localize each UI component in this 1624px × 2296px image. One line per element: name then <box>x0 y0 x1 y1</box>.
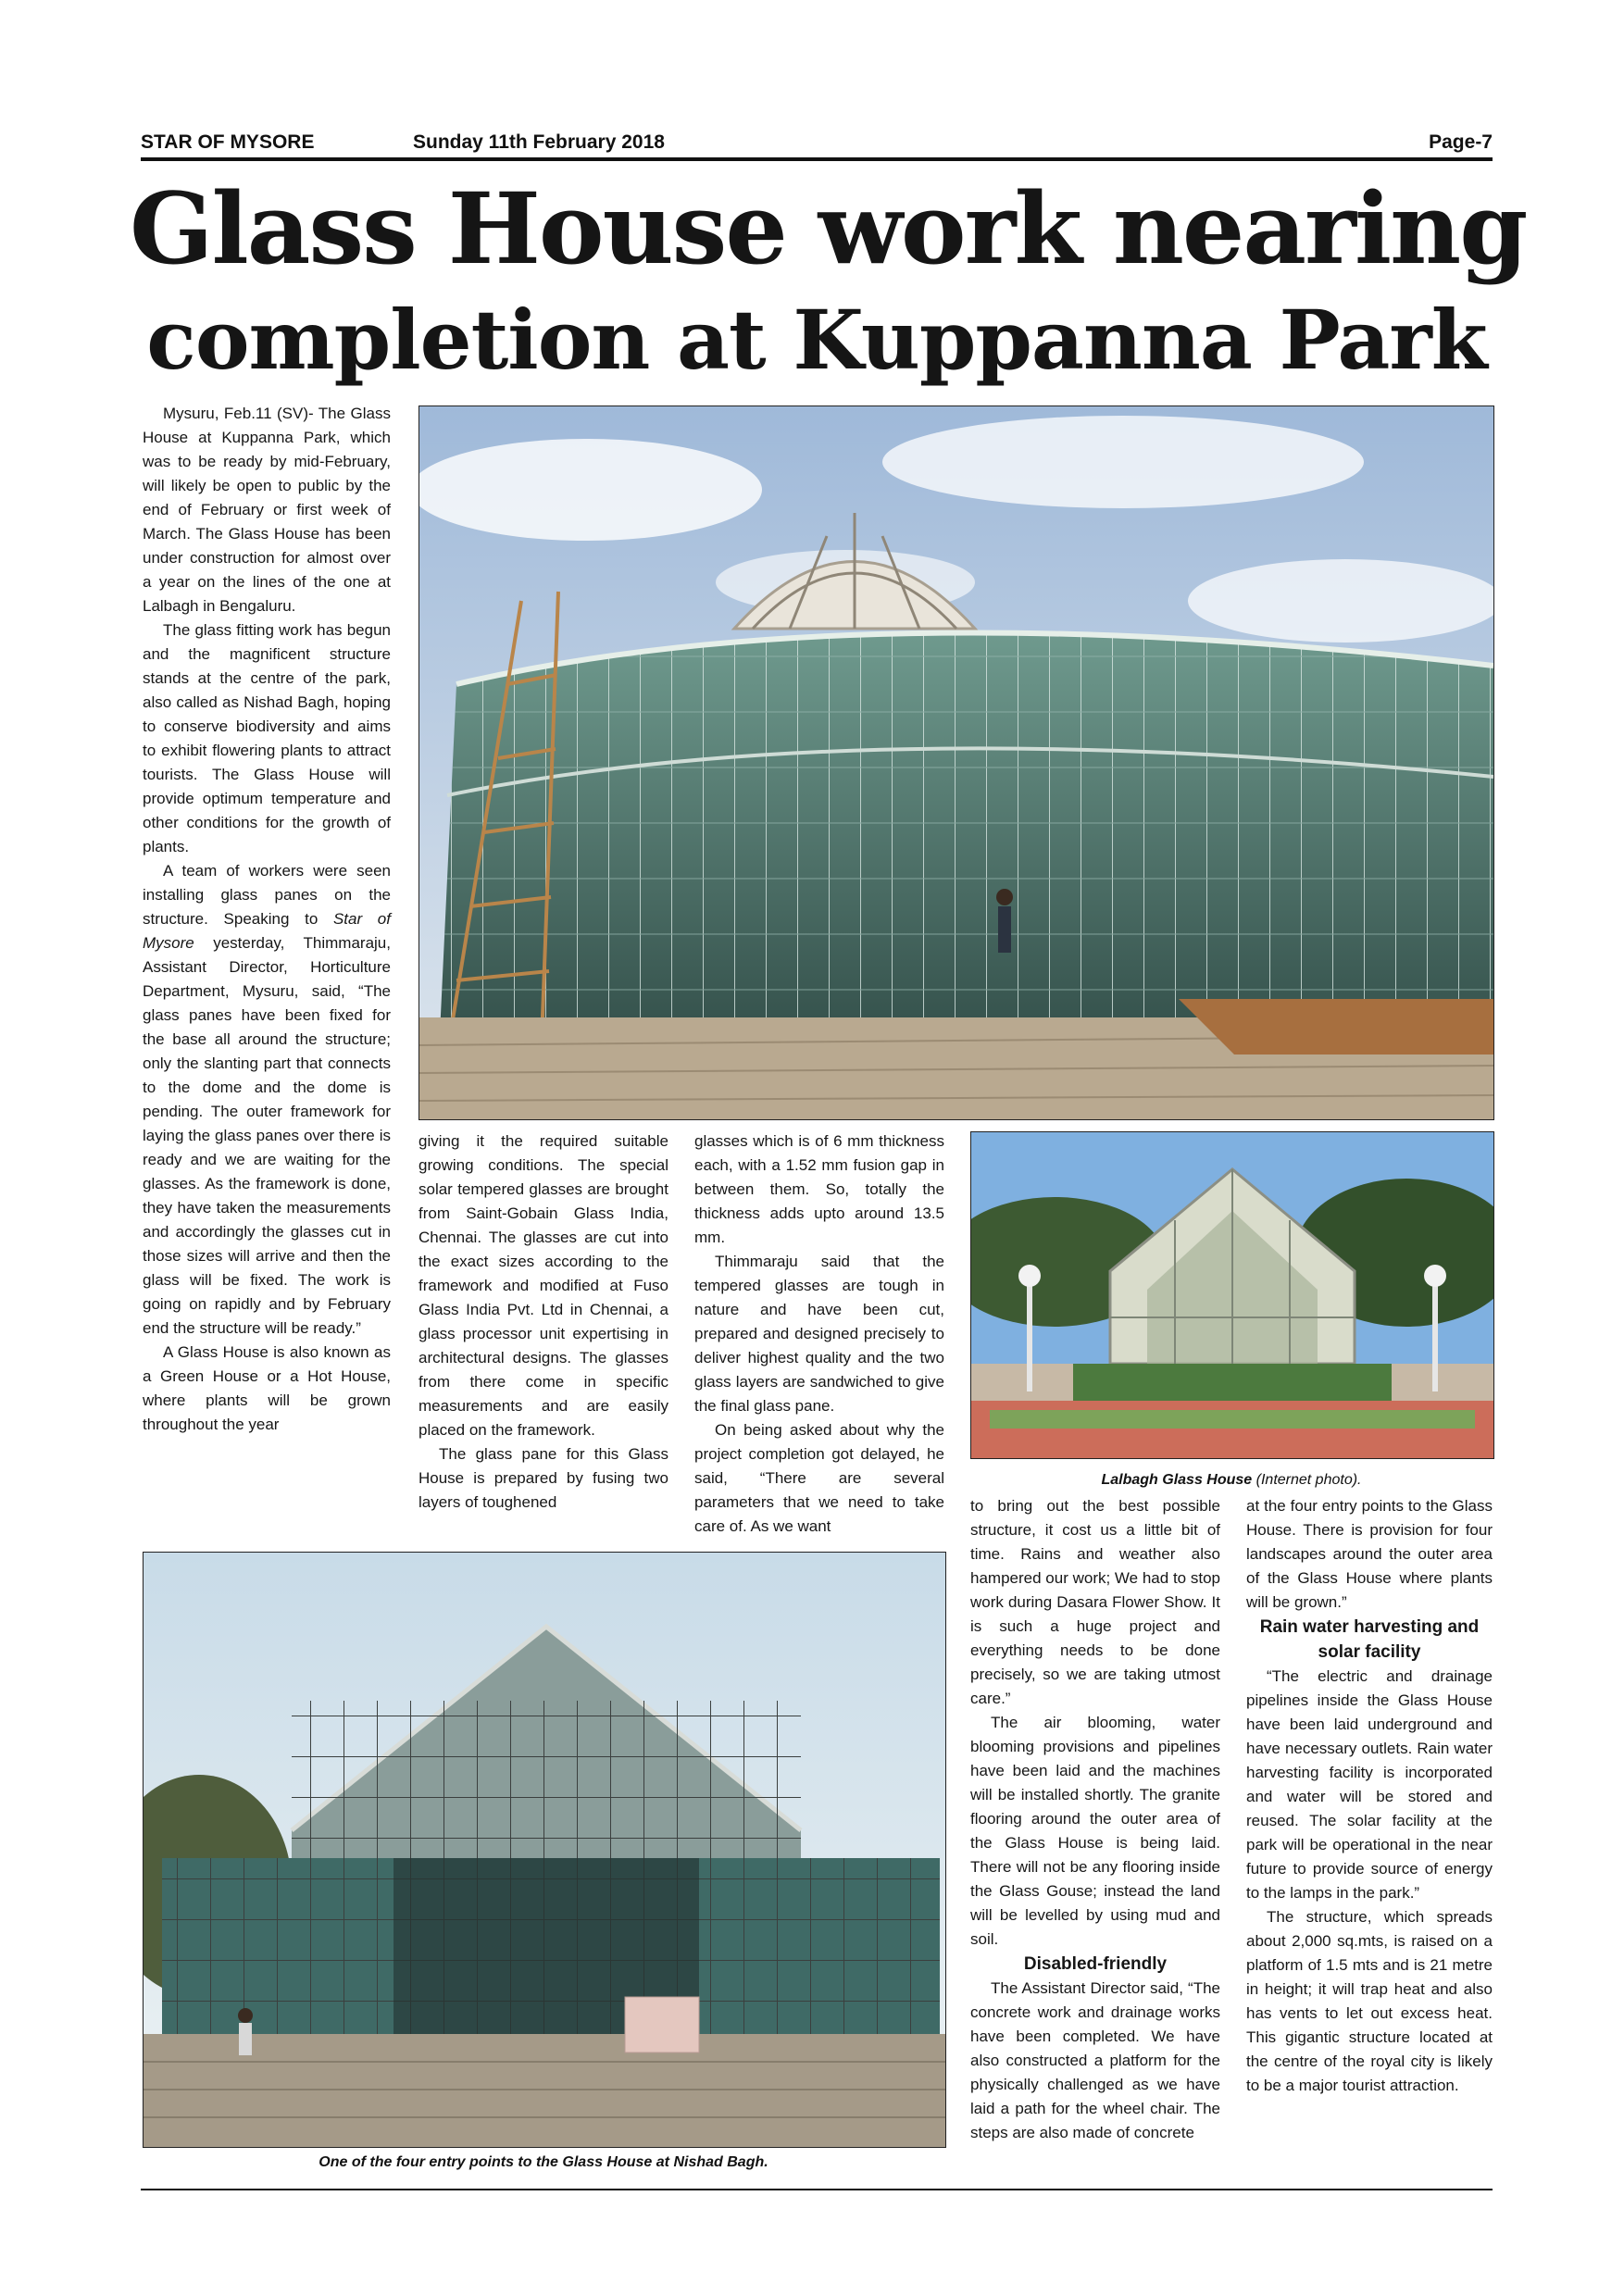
entry-point-illustration <box>144 1553 945 2147</box>
headline-line-2: completion at Kuppanna Park <box>146 292 1487 388</box>
lalbagh-glass-house-photo <box>970 1131 1494 1459</box>
entry-point-photo <box>143 1552 946 2148</box>
glass-house-dome-photo <box>418 406 1494 1120</box>
article-column-2 <box>418 1129 668 1546</box>
subheading-disabled-friendly: Disabled-friendly <box>1023 1954 1168 1974</box>
subheading-rain-water: Rain water harvesting and solar facility <box>1259 1617 1480 1662</box>
article-column-3 <box>694 1129 944 1546</box>
article-column-5 <box>1246 1494 1493 2187</box>
paragraph: A Glass House is also known as a Green House or a Hot House, where plants will be grown throughout the year <box>143 1343 391 1433</box>
paragraph: glasses which is of 6 mm thickness each, with a 1.52 mm fusion gap in between them. So, totally the thickness adds upto around 13.5 mm. <box>694 1132 944 1246</box>
page-number: Page-7 <box>1429 131 1493 153</box>
paragraph: The air blooming, water blooming provisions and pipelines have been laid and the machines will be installed shortly. The granite flooring around the outer area of the Glass House is being laid. There will not be any flooring inside the Glass Gouse; instead the land will be levelled by using mud and soil. <box>970 1714 1220 1948</box>
paragraph: The structure, which spreads about 2,000 sq.mts, is raised on a platform of 1.5 mts and is 21 metre in height; it will trap heat and also has vents to let out excess heat. This gigantic structure located at the centre of the royal city is likely to be a major tourist attraction. <box>1246 1908 1493 2094</box>
paragraph: The Assistant Director said, “The concrete work and drainage works have been completed. We have also constructed a platform for the physically challenged as we have laid a path for the wheel chair. The steps are also made of concrete <box>970 1979 1220 2141</box>
article-column-1 <box>143 402 391 1546</box>
paragraph: giving it the required suitable growing conditions. The special solar tempered glasses are brought from Saint-Gobain Glass India, Chennai. The glasses are cut into the exact sizes according to the framework and modified at Fuso Glass India Pvt. Ltd in Chennai, a glass processor unit expertising in architectural designs. The glasses from there come in specific measurements and are easily placed on the framework. <box>418 1132 668 1439</box>
paper-name: STAR OF MYSORE <box>141 131 315 153</box>
lalbagh-photo-caption: Lalbagh Glass House (Internet photo). <box>1101 1472 1362 1488</box>
paragraph: The glass pane for this Glass House is prepared by fusing two layers of toughened <box>418 1445 668 1511</box>
paragraph: to bring out the best possible structure, it cost us a little bit of time. Rains and weather also hampered our work; We had to stop work during Dasara Flower Show. It is such a huge project and everything needs to be done precisely, so we are taking utmost care.” <box>970 1497 1220 1707</box>
paragraph: On being asked about why the project completion got delayed, he said, “There are several parameters that we need to take care of. As we want <box>694 1421 944 1535</box>
entry-photo-caption: One of the four entry points to the Glass House at Nishad Bagh. <box>319 2154 768 2170</box>
paragraph: at the four entry points to the Glass House. There is provision for four landscapes around the outer area of the Glass House where plants will be grown.” <box>1246 1497 1493 1611</box>
article-column-4 <box>970 1494 1220 2187</box>
issue-date: Sunday 11th February 2018 <box>413 131 665 153</box>
glass-house-dome-illustration <box>419 406 1493 1119</box>
header-rule <box>141 157 1493 161</box>
paragraph: A team of workers were seen installing glass panes on the structure. Speaking to Star of Mysore yesterday, Thimmaraju, Assistant Director, Horticulture Department, Mysuru, said, “The glass panes have been fixed for the base all around the structure; only the slanting part that connects to the dome and the dome is pending. The outer framework for laying the glass panes over there is ready and we are waiting for the glasses. As the framework is done, they have taken the measurements and accordingly the glasses cut in those sizes will arrive and then the glass will be fixed. The work is going on rapidly and by February end the structure will be ready.” <box>143 862 391 1337</box>
paragraph: The glass fitting work has begun and the magnificent structure stands at the centre of the park, also called as Nishad Bagh, hoping to conserve biodiversity and aims to exhibit flowering plants to attract tourists. The Glass House will provide optimum temperature and other conditions for the growth of plants. <box>143 621 391 855</box>
paragraph: Mysuru, Feb.11 (SV)- The Glass House at Kuppanna Park, which was to be ready by mid-February, will likely be open to public by the end of February or first week of March. The Glass House has been under construction for almost over a year on the lines of the one at Lalbagh in Bengaluru. <box>143 405 391 615</box>
paragraph: “The electric and drainage pipelines inside the Glass House have been laid underground and have necessary outlets. Rain water harvesting facility is incorporated and water will be stored and reused. The solar facility at the park will be operational in the near future to provide source of energy to the lamps in the park.” <box>1246 1667 1493 1902</box>
lalbagh-illustration <box>971 1132 1493 1458</box>
paragraph: Thimmaraju said that the tempered glasses are tough in nature and have been cut, prepared and designed precisely to deliver highest quality and the two glass layers are sandwiched to give the final glass pane. <box>694 1253 944 1415</box>
footer-rule <box>141 2189 1493 2190</box>
headline-line-1: Glass House work nearing <box>130 170 1527 286</box>
